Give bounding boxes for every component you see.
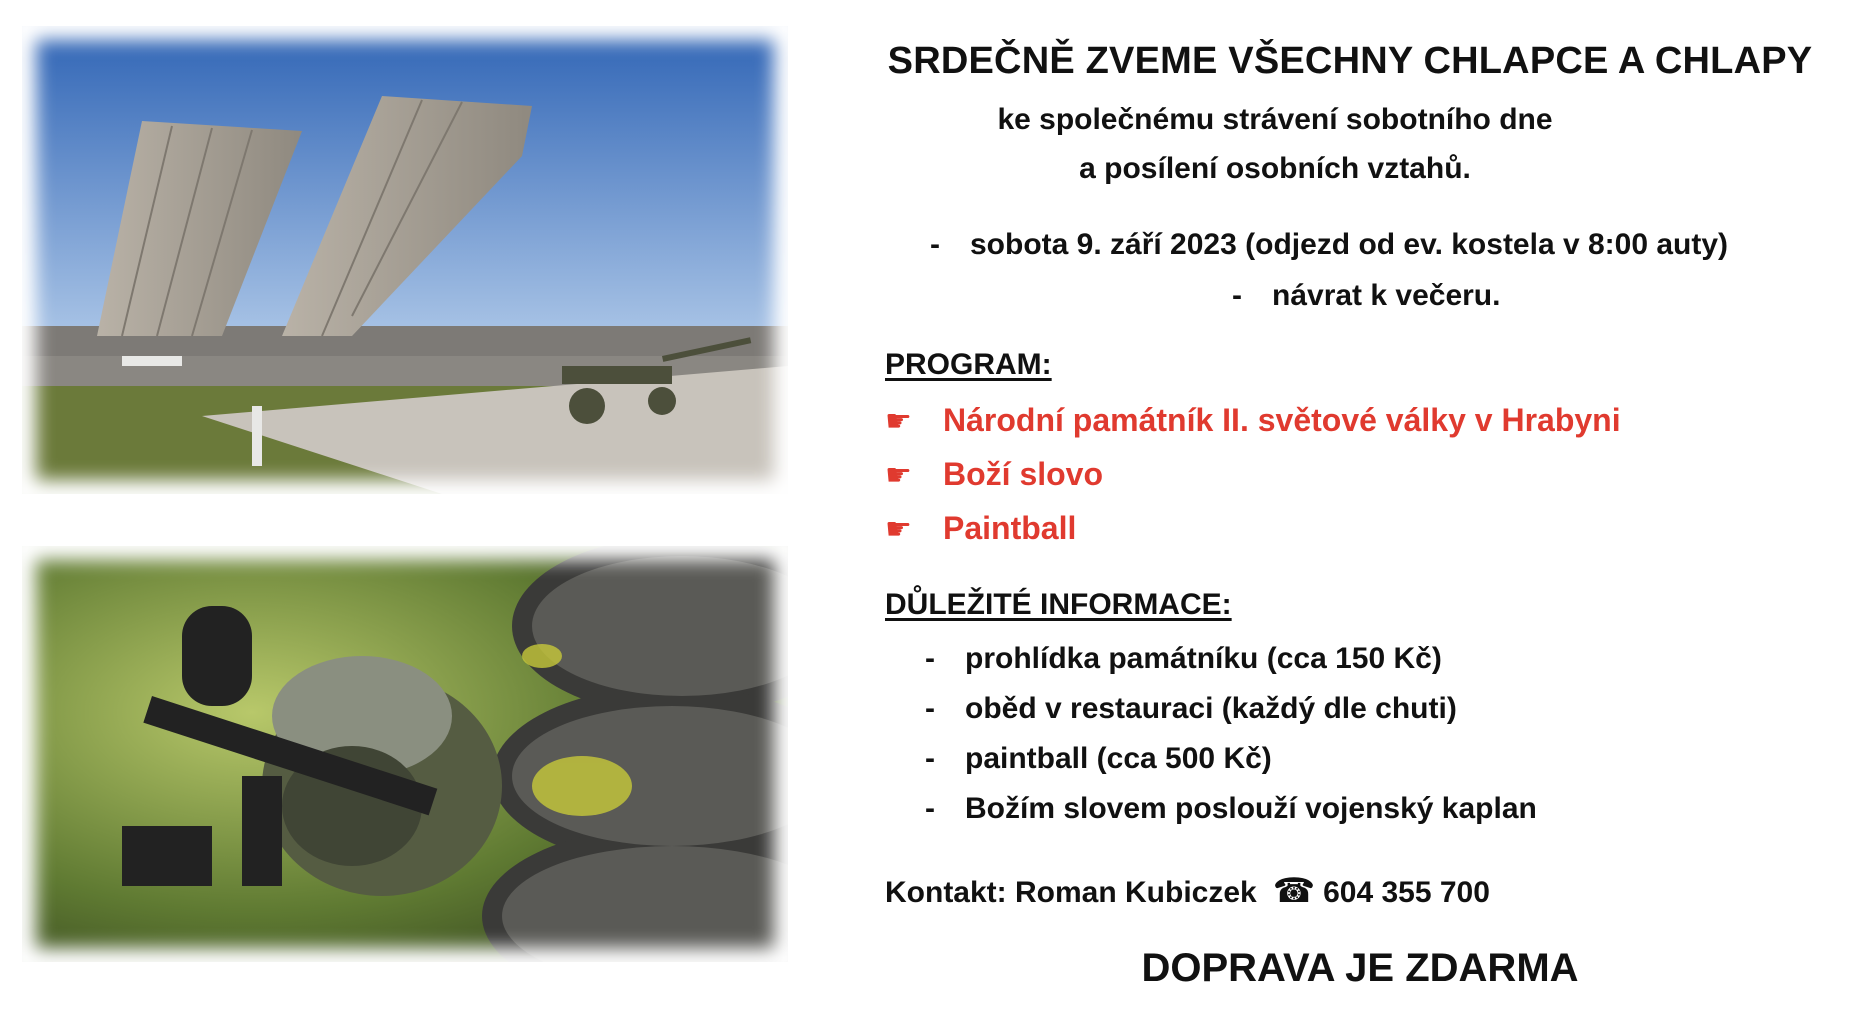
info-heading: DŮLEŽITÉ INFORMACE: xyxy=(885,588,1232,621)
program-item-text: Paintball xyxy=(943,510,1077,546)
contact-name: Kontakt: Roman Kubiczek xyxy=(885,876,1257,909)
info-item xyxy=(925,642,1442,676)
schedule-date-text: sobota 9. září 2023 (odjezd od ev. kostela v 8:00 auty) xyxy=(970,228,1729,261)
free-transport-banner: DOPRAVA JE ZDARMA xyxy=(1141,946,1579,990)
invitation-subtitle-1: ke společnému strávení sobotního dne xyxy=(997,103,1553,136)
paintball-photo xyxy=(22,546,788,962)
program-item-memorial xyxy=(885,402,1621,439)
program-item-text: Boží slovo xyxy=(943,456,1104,492)
bullet-dash: - xyxy=(925,742,935,775)
bullet-dash: - xyxy=(925,792,935,825)
pointing-hand-icon: ☛ xyxy=(885,459,912,492)
invitation-title: SRDEČNĚ ZVEME VŠECHNY CHLAPCE A CHLAPY xyxy=(887,40,1813,82)
schedule-return-text: návrat k večeru. xyxy=(1272,279,1501,312)
contact-line xyxy=(885,871,1490,911)
bullet-dash: - xyxy=(925,692,935,725)
program-item-text: Národní památník II. světové války v Hrabyni xyxy=(943,402,1621,438)
schedule-date xyxy=(930,228,1728,262)
bullet-dash: - xyxy=(925,642,935,675)
invitation-subtitle-2: a posílení osobních vztahů. xyxy=(1079,152,1471,185)
contact-phone: 604 355 700 xyxy=(1323,876,1490,909)
info-item xyxy=(925,792,1537,826)
info-item-text: paintball (cca 500 Kč) xyxy=(965,742,1272,775)
info-item xyxy=(925,692,1457,726)
info-item-text: prohlídka památníku (cca 150 Kč) xyxy=(965,642,1442,675)
program-item-paintball xyxy=(885,510,1076,547)
bullet-dash: - xyxy=(1232,279,1242,312)
info-item-text: oběd v restauraci (každý dle chuti) xyxy=(965,692,1457,725)
info-item xyxy=(925,742,1272,776)
pointing-hand-icon: ☛ xyxy=(885,513,912,546)
bullet-dash: - xyxy=(930,228,940,261)
schedule-return xyxy=(1232,279,1500,313)
pointing-hand-icon: ☛ xyxy=(885,405,912,438)
telephone-icon: ☎ xyxy=(1272,872,1316,910)
program-item-word xyxy=(885,456,1103,493)
info-item-text: Božím slovem poslouží vojenský kaplan xyxy=(965,792,1537,825)
program-heading: PROGRAM: xyxy=(885,348,1052,381)
memorial-photo xyxy=(22,26,788,494)
